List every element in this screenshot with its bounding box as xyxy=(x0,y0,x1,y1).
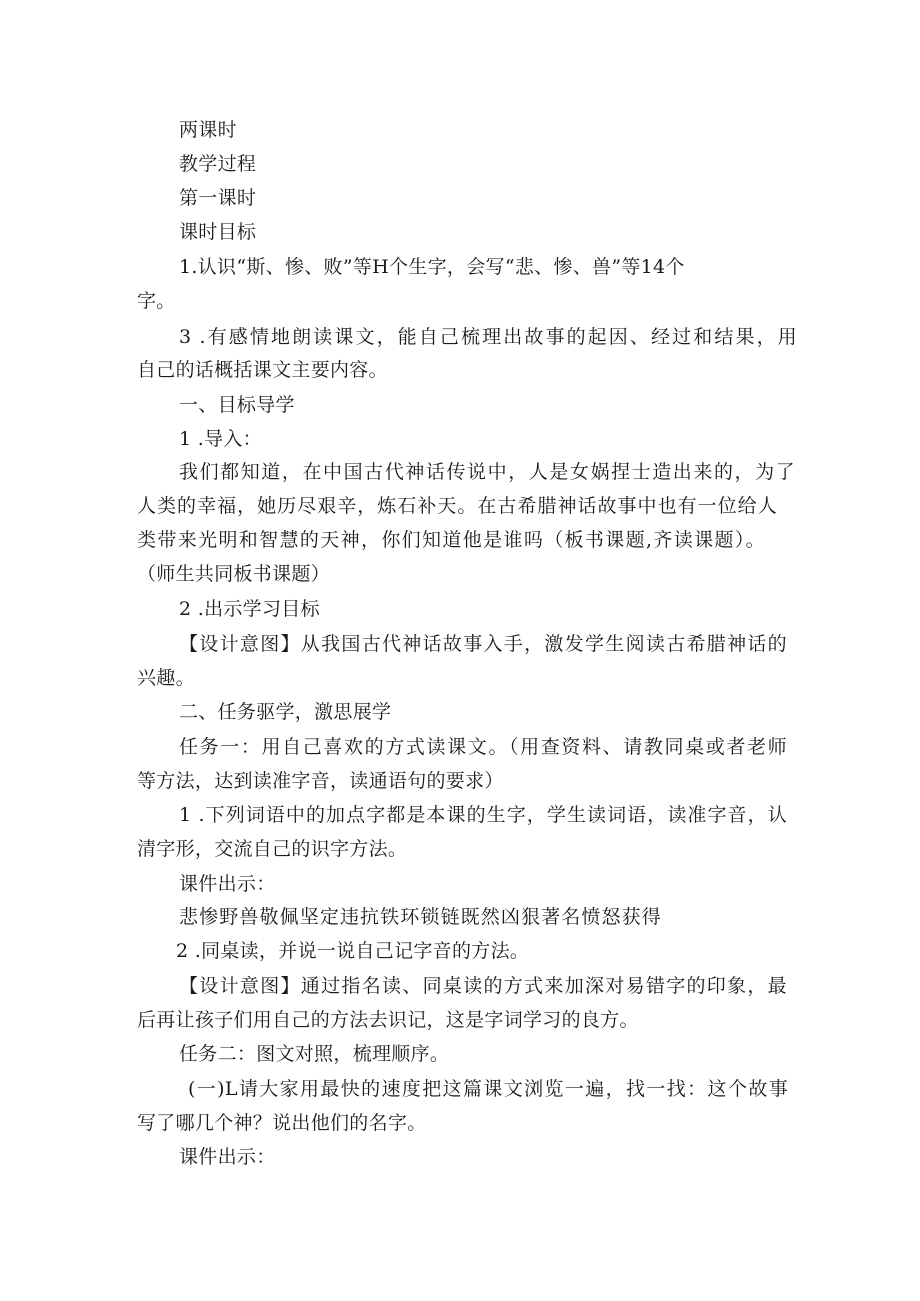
text-line: 任务一：用自己喜欢的方式读课文。（用查资料、请教同桌或者老师 xyxy=(179,736,787,758)
text-line: 课件出示： xyxy=(179,1146,276,1168)
text-line: 教学过程 xyxy=(179,153,257,175)
text-line: 后再让孩子们用自己的方法去识记，这是字词学习的良方。 xyxy=(137,1009,639,1031)
text-line: 人类的幸福，她历尽艰辛，炼石补天。在古希腊神话故事中也有一位给人 xyxy=(137,495,777,517)
text-line: 【设计意图】从我国古代神话故事入手，激发学生阅读古希腊神话的 xyxy=(179,633,787,655)
text-line: 两课时 xyxy=(179,119,237,141)
text-line: 写了哪几个神？说出他们的名字。 xyxy=(137,1112,427,1134)
text-line: 2 .出示学习目标 xyxy=(179,598,320,620)
text-line: 清字形，交流自己的识字方法。 xyxy=(137,838,408,860)
text-line: 第一课时 xyxy=(179,187,257,209)
text-line: 课件出示： xyxy=(179,873,276,895)
text-line: 1 .导入： xyxy=(179,428,262,450)
text-line: 我们都知道，在中国古代神话传说中，人是女娲捏士造出来的，为了 xyxy=(179,461,795,483)
text-line: 兴趣。 xyxy=(137,667,195,689)
vocabulary-line: 悲惨野兽敬佩坚定违抗铁环锁链既然凶狠著名愤怒获得 xyxy=(179,906,661,928)
text-line: 课时目标 xyxy=(179,221,257,243)
text-line: 2 .同桌读，并说一说自己记字音的方法。 xyxy=(176,940,530,962)
text-line: 任务二：图文对照，梳理顺序。 xyxy=(179,1043,450,1065)
section-heading: 二、任务驱学，激思展学 xyxy=(179,701,392,723)
section-heading: 一、目标导学 xyxy=(179,394,295,416)
text-line: (一)L请大家用最快的速度把这篇课文浏览一遍，找一找：这个故事 xyxy=(188,1078,788,1100)
text-line: 等方法，达到读准字音，读通语句的要求） xyxy=(137,770,504,792)
text-line: 字。 xyxy=(137,290,176,312)
text-line: 类带来光明和智慧的天神，你们知道他是谁吗（板书课题,齐读课题）。 xyxy=(137,529,765,551)
text-line: （师生共同板书课题） xyxy=(137,563,331,585)
text-line: 【设计意图】通过指名读、同桌读的方式来加深对易错字的印象，最 xyxy=(179,975,787,997)
text-line: 1 .下列词语中的加点字都是本课的生字，学生读词语，读准字音，认 xyxy=(179,804,787,826)
text-line: 3 .有感情地朗读课文，能自己梳理出故事的起因、经过和结果，用 xyxy=(179,326,797,348)
text-line: 1.认识“斯、惨、败”等H个生字，会写“悲、惨、兽”等14个 xyxy=(179,256,685,278)
text-line: 自己的话概括课文主要内容。 xyxy=(137,359,388,381)
